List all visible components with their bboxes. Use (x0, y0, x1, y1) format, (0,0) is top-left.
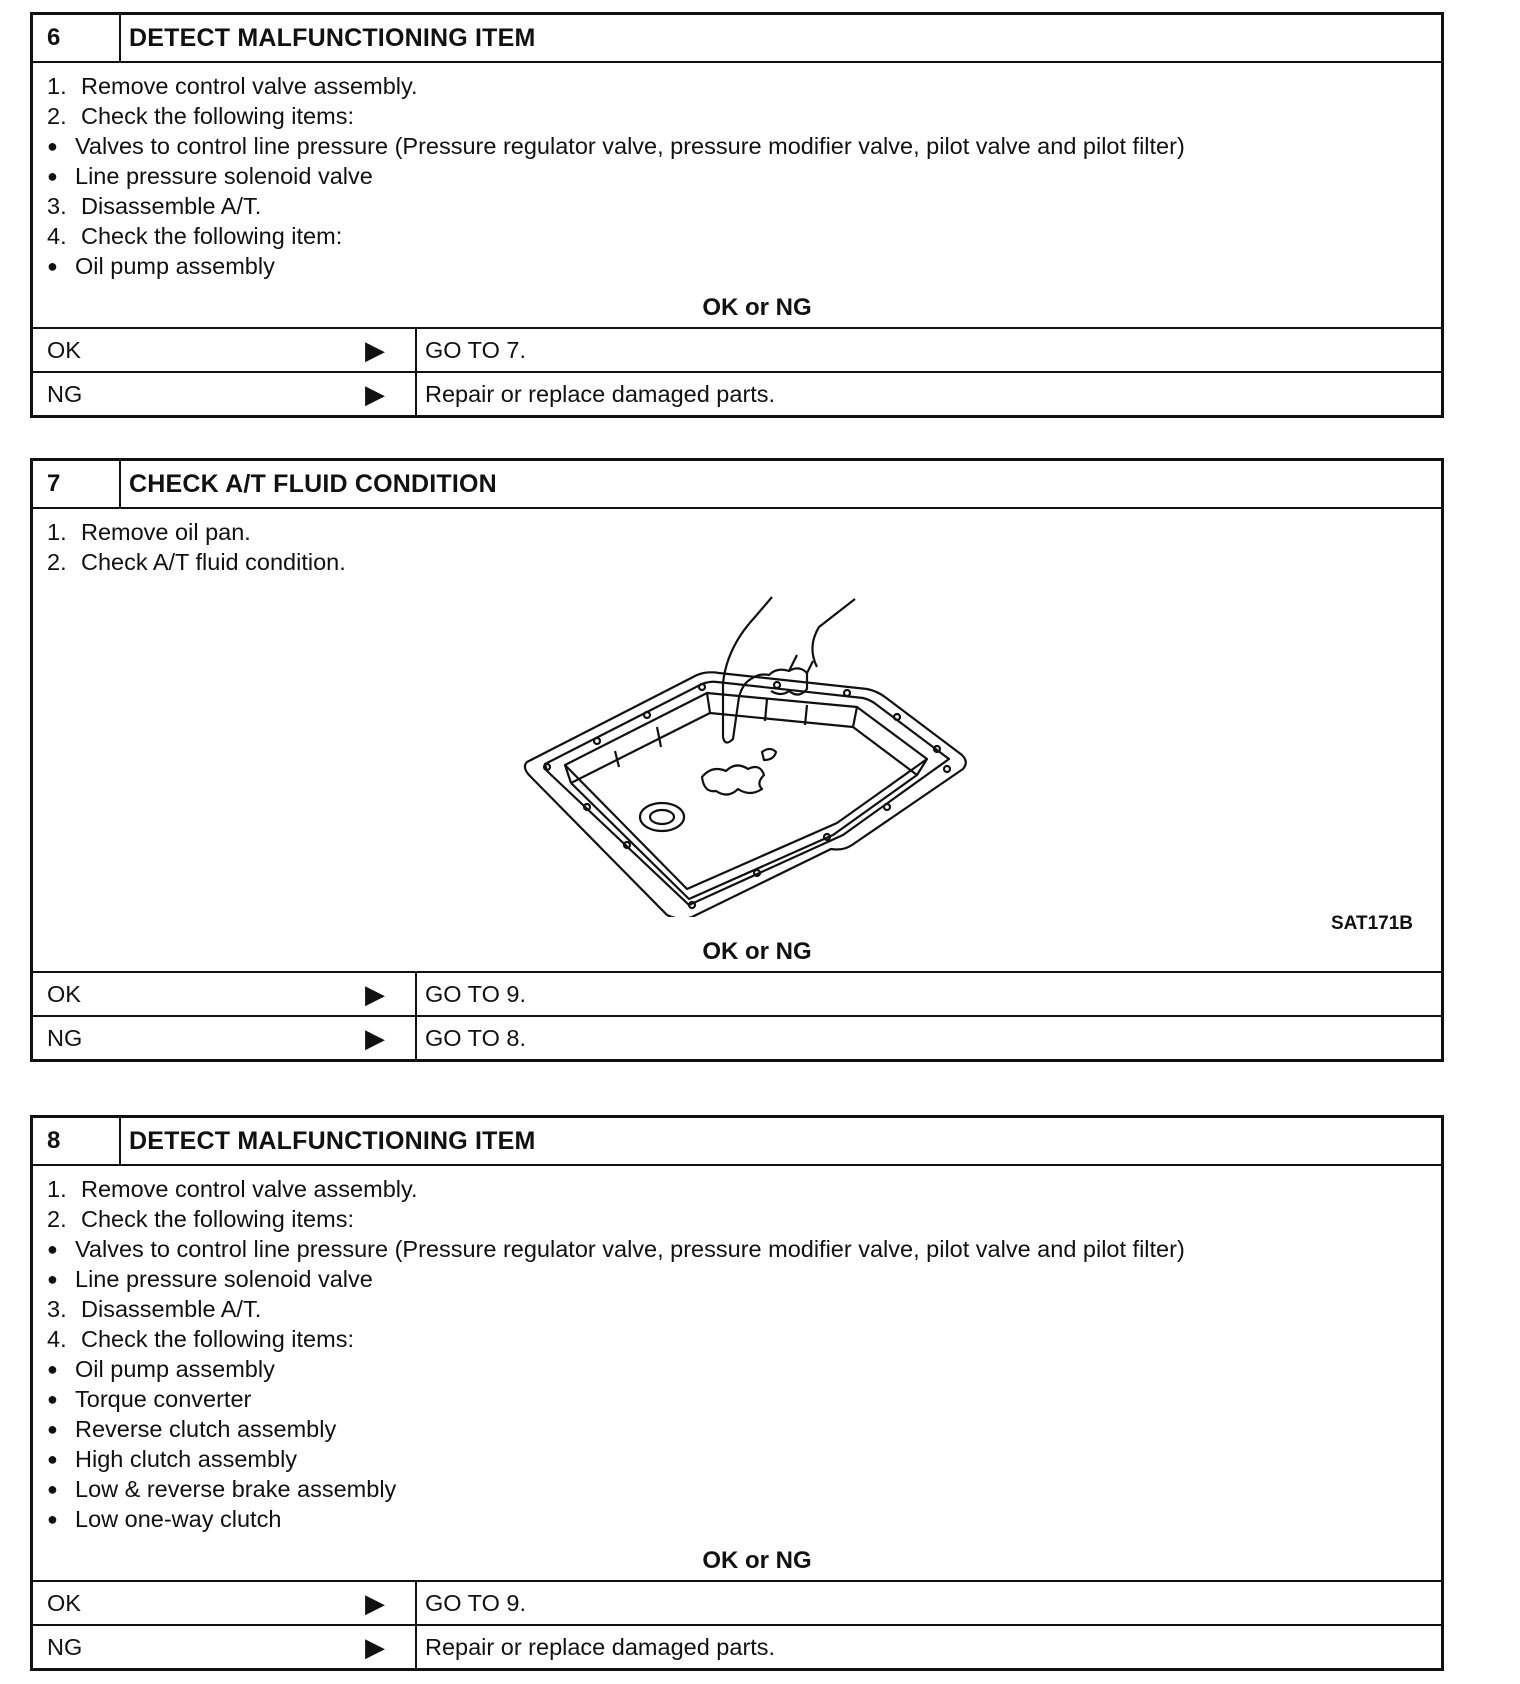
instruction-line (47, 1414, 1427, 1444)
step-number: 7 (33, 461, 121, 507)
line-text: Remove control valve assembly. (81, 73, 418, 99)
step-body (33, 63, 1441, 323)
line-text: Low & reverse brake assembly (75, 1476, 397, 1502)
oil-pan-figure (47, 577, 1427, 937)
step-box-7 (30, 458, 1444, 1062)
right-triangle-arrow-icon: ▶ (365, 979, 385, 1009)
line-marker: 1. (47, 519, 67, 545)
bullet-icon: ● (47, 1509, 58, 1529)
result-row-ok (33, 971, 1441, 1015)
line-text: Valves to control line pressure (Pressure regulator valve, pressure modifier valve, pilot valve and pilot filter) (75, 133, 1185, 159)
line-text: Line pressure solenoid valve (75, 163, 373, 189)
line-text: Check the following items: (81, 1326, 354, 1352)
result-action: GO TO 8. (425, 1025, 526, 1051)
result-action: GO TO 9. (425, 981, 526, 1007)
right-triangle-arrow-icon: ▶ (365, 335, 385, 365)
step-header (33, 15, 1441, 63)
bullet-icon: ● (47, 166, 58, 186)
result-label-cell (33, 973, 417, 1015)
line-text: Torque converter (75, 1386, 252, 1412)
step-body (33, 509, 1441, 967)
oil-pan-illustration (507, 587, 1007, 917)
line-text: Disassemble A/T. (81, 1296, 262, 1322)
line-text: Remove oil pan. (81, 519, 251, 545)
right-triangle-arrow-icon: ▶ (365, 1588, 385, 1618)
instruction-line (47, 1264, 1427, 1294)
line-text: Line pressure solenoid valve (75, 1266, 373, 1292)
decision-label: OK or NG (702, 1547, 812, 1574)
result-label: NG (47, 1634, 83, 1660)
result-row-ng (33, 1624, 1441, 1668)
right-triangle-arrow-icon: ▶ (365, 1632, 385, 1662)
line-marker: 4. (47, 223, 67, 249)
result-label: NG (47, 381, 83, 407)
result-label-cell (33, 1626, 417, 1668)
step-number: 8 (33, 1118, 121, 1164)
bullet-icon: ● (47, 136, 58, 156)
instruction-line (47, 191, 1427, 221)
instruction-line (47, 1324, 1427, 1354)
line-marker: 2. (47, 549, 67, 575)
instruction-line (47, 101, 1427, 131)
result-action: Repair or replace damaged parts. (425, 1634, 776, 1660)
instruction-line (47, 1444, 1427, 1474)
line-marker: 4. (47, 1326, 67, 1352)
line-text: Check A/T fluid condition. (81, 549, 346, 575)
result-label-cell (33, 1582, 417, 1624)
instruction-line (47, 547, 1427, 577)
bullet-icon: ● (47, 1269, 58, 1289)
step-title: DETECT MALFUNCTIONING ITEM (129, 1127, 536, 1155)
bullet-icon: ● (47, 1479, 58, 1499)
instruction-line (47, 251, 1427, 281)
bullet-icon: ● (47, 256, 58, 276)
bullet-icon: ● (47, 1449, 58, 1469)
result-row-ng (33, 371, 1441, 415)
decision-label: OK or NG (702, 938, 812, 965)
line-text: Reverse clutch assembly (75, 1416, 337, 1442)
line-marker: 2. (47, 1206, 67, 1232)
result-action: GO TO 7. (425, 337, 526, 363)
instruction-line (47, 221, 1427, 251)
instruction-line (47, 131, 1427, 161)
line-marker: 3. (47, 193, 67, 219)
step-box-8 (30, 1115, 1444, 1671)
line-text: Remove control valve assembly. (81, 1176, 418, 1202)
instruction-line (47, 1294, 1427, 1324)
line-text: Low one-way clutch (75, 1506, 282, 1532)
result-row-ok (33, 1580, 1441, 1624)
result-label: NG (47, 1025, 83, 1051)
line-text: Check the following items: (81, 103, 354, 129)
decision-label: OK or NG (702, 294, 812, 321)
step-header (33, 1118, 1441, 1166)
instruction-line (47, 71, 1427, 101)
instruction-line (47, 161, 1427, 191)
result-label: OK (47, 981, 81, 1007)
instruction-line (47, 1474, 1427, 1504)
line-text: Valves to control line pressure (Pressure regulator valve, pressure modifier valve, pilot valve and pilot filter) (75, 1236, 1185, 1262)
bullet-icon: ● (47, 1389, 58, 1409)
result-label-cell (33, 373, 417, 415)
result-action: Repair or replace damaged parts. (425, 381, 776, 407)
instruction-line (47, 1204, 1427, 1234)
result-action: GO TO 9. (425, 1590, 526, 1616)
line-marker: 1. (47, 1176, 67, 1202)
line-marker: 1. (47, 73, 67, 99)
result-label-cell (33, 1017, 417, 1059)
step-title: CHECK A/T FLUID CONDITION (129, 470, 497, 498)
line-text: High clutch assembly (75, 1446, 298, 1472)
step-title: DETECT MALFUNCTIONING ITEM (129, 24, 536, 52)
line-text: Oil pump assembly (75, 1356, 275, 1382)
right-triangle-arrow-icon: ▶ (365, 1023, 385, 1053)
line-text: Oil pump assembly (75, 253, 275, 279)
line-text: Check the following items: (81, 1206, 354, 1232)
line-marker: 3. (47, 1296, 67, 1322)
instruction-line (47, 1504, 1427, 1534)
result-label: OK (47, 337, 81, 363)
instruction-line (47, 1174, 1427, 1204)
step-body (33, 1166, 1441, 1576)
result-row-ng (33, 1015, 1441, 1059)
result-row-ok (33, 327, 1441, 371)
step-box-6 (30, 12, 1444, 418)
line-marker: 2. (47, 103, 67, 129)
step-number: 6 (33, 15, 121, 61)
step-header (33, 461, 1441, 509)
bullet-icon: ● (47, 1419, 58, 1439)
right-triangle-arrow-icon: ▶ (365, 379, 385, 409)
figure-code: SAT171B (1330, 913, 1413, 934)
instruction-line (47, 1354, 1427, 1384)
instruction-line (47, 1384, 1427, 1414)
bullet-icon: ● (47, 1359, 58, 1379)
line-text: Disassemble A/T. (81, 193, 262, 219)
result-label-cell (33, 329, 417, 371)
instruction-line (47, 1234, 1427, 1264)
bullet-icon: ● (47, 1239, 58, 1259)
result-label: OK (47, 1590, 81, 1616)
instruction-line (47, 517, 1427, 547)
line-text: Check the following item: (81, 223, 343, 249)
